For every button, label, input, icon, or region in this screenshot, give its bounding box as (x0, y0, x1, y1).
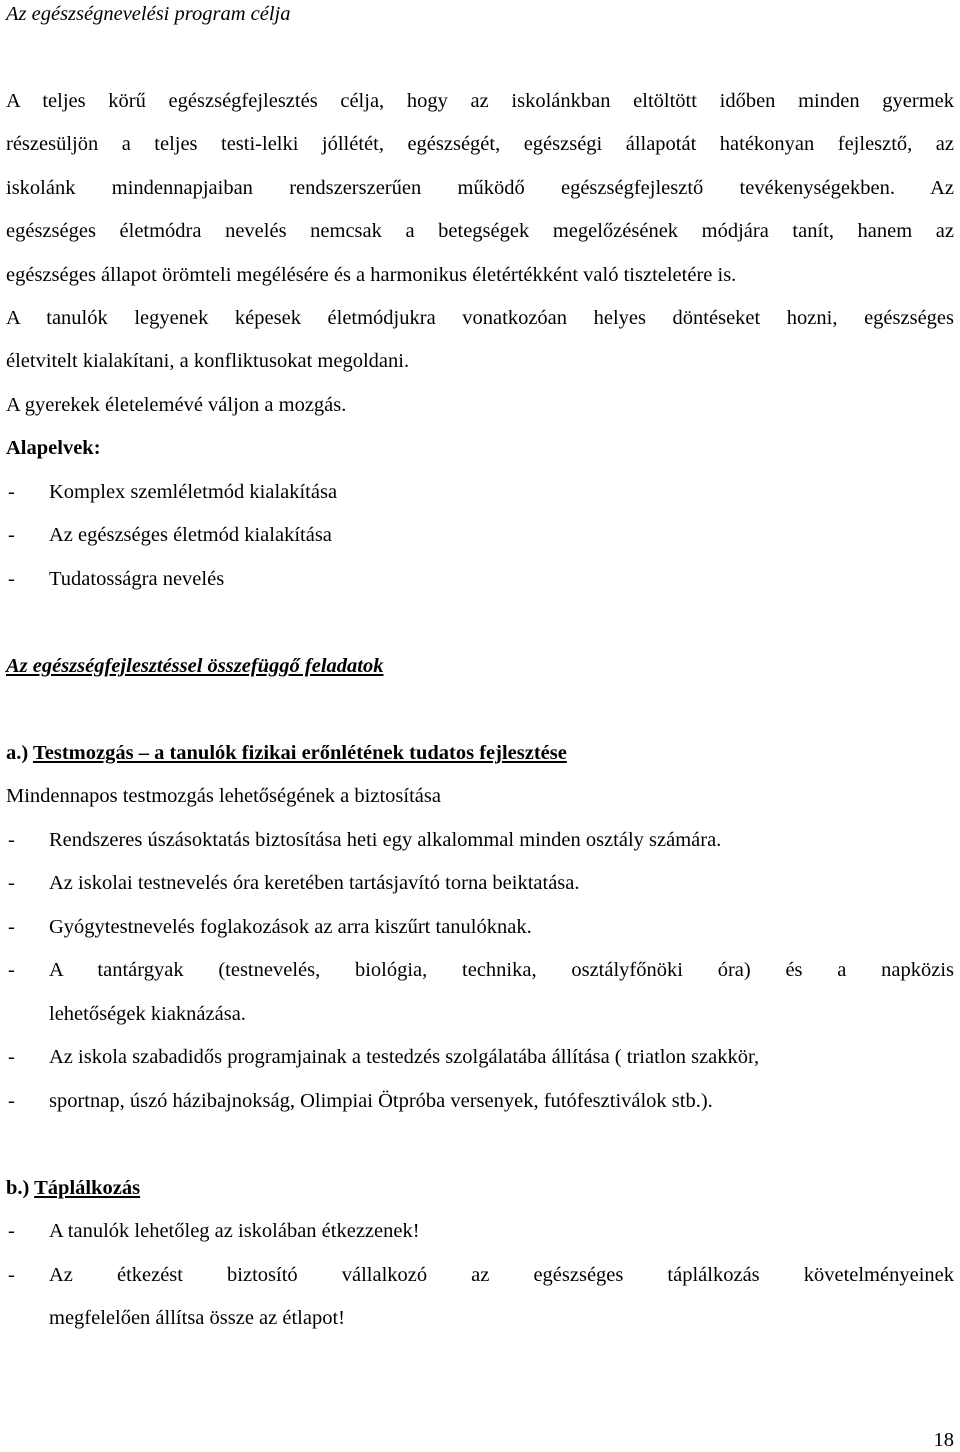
list-dash: - (8, 1090, 15, 1112)
section-a-prefix: a.) (6, 742, 29, 764)
section-a-item-text: Az iskolai testnevelés óra keretében tartásjavító torna beiktatása. (49, 872, 580, 894)
section-b-item-text: megfelelően állítsa össze az étlapot! (49, 1307, 345, 1329)
section-a-item-text: Rendszeres úszásoktatás biztosítása heti egy alkalommal minden osztály számára. (49, 829, 722, 851)
section-a-item-text: lehetőségek kiaknázása. (49, 1003, 246, 1025)
intro-line: iskolánk mindennapjaiban rendszerszerűen működő egészségfejlesztő tevékenységekben. Az (6, 177, 954, 199)
list-dash: - (8, 829, 15, 851)
list-dash: - (8, 481, 15, 503)
principles-label: Alapelvek: (6, 437, 101, 459)
section-a-subtitle: Mindennapos testmozgás lehetőségének a biztosítása (6, 785, 441, 807)
list-dash: - (8, 1220, 15, 1242)
page-number: 18 (933, 1429, 954, 1451)
section-a-item-text: Gyógytestnevelés foglakozások az arra kiszűrt tanulóknak. (49, 916, 532, 938)
list-dash: - (8, 959, 15, 981)
list-dash: - (8, 872, 15, 894)
section-b-title: Táplálkozás (34, 1177, 141, 1199)
intro-line: egészséges állapot örömteli megélésére és a harmonikus életértékként való tiszteletére is. (6, 264, 737, 286)
page-title: Az egészségnevelési program célja (6, 3, 291, 25)
list-dash: - (8, 1046, 15, 1068)
list-dash: - (8, 568, 15, 590)
principle-text: Komplex szemléletmód kialakítása (49, 481, 338, 503)
section-a-item-text: Az iskola szabadidős programjainak a testedzés szolgálatába állítása ( triatlon szakkör, (49, 1046, 760, 1068)
intro-line: részesüljön a teljes testi-lelki jóllétét, egészségét, egészségi állapotát hatékonyan fejlesztő, az (6, 133, 954, 155)
tasks-heading: Az egészségfejlesztéssel összefüggő feladatok (6, 655, 384, 677)
principle-text: Tudatosságra nevelés (49, 568, 225, 590)
section-a-title: Testmozgás – a tanulók fizikai erőnlétének tudatos fejlesztése (32, 742, 567, 764)
section-a-item-text: A tantárgyak (testnevelés, biológia, technika, osztályfőnöki óra) és a napközis (49, 959, 954, 981)
intro-line: A teljes körű egészségfejlesztés célja, hogy az iskolánkban eltöltött időben minden gyermek (6, 90, 954, 112)
intro-line: egészséges életmódra nevelés nemcsak a betegségek megelőzésének módjára tanít, hanem az (6, 220, 954, 242)
section-a-item-text: sportnap, úszó házibajnokság, Olimpiai Ötpróba versenyek, futófesztiválok stb.). (49, 1090, 713, 1112)
list-dash: - (8, 524, 15, 546)
section-a-heading (6, 741, 567, 765)
section-b-prefix: b.) (6, 1177, 30, 1199)
intro-line: életvitelt kialakítani, a konfliktusokat megoldani. (6, 350, 410, 372)
section-b-heading (6, 1176, 140, 1200)
principle-text: Az egészséges életmód kialakítása (49, 524, 332, 546)
section-b-item-text: Az étkezést biztosító vállalkozó az egészséges táplálkozás követelményeinek (49, 1264, 954, 1286)
section-b-item-text: A tanulók lehetőleg az iskolában étkezzenek! (49, 1220, 420, 1242)
list-dash: - (8, 1264, 15, 1286)
list-dash: - (8, 916, 15, 938)
intro-line: A gyerekek életelemévé váljon a mozgás. (6, 394, 347, 416)
intro-line: A tanulók legyenek képesek életmódjukra vonatkozóan helyes döntéseket hozni, egészséges (6, 307, 954, 329)
